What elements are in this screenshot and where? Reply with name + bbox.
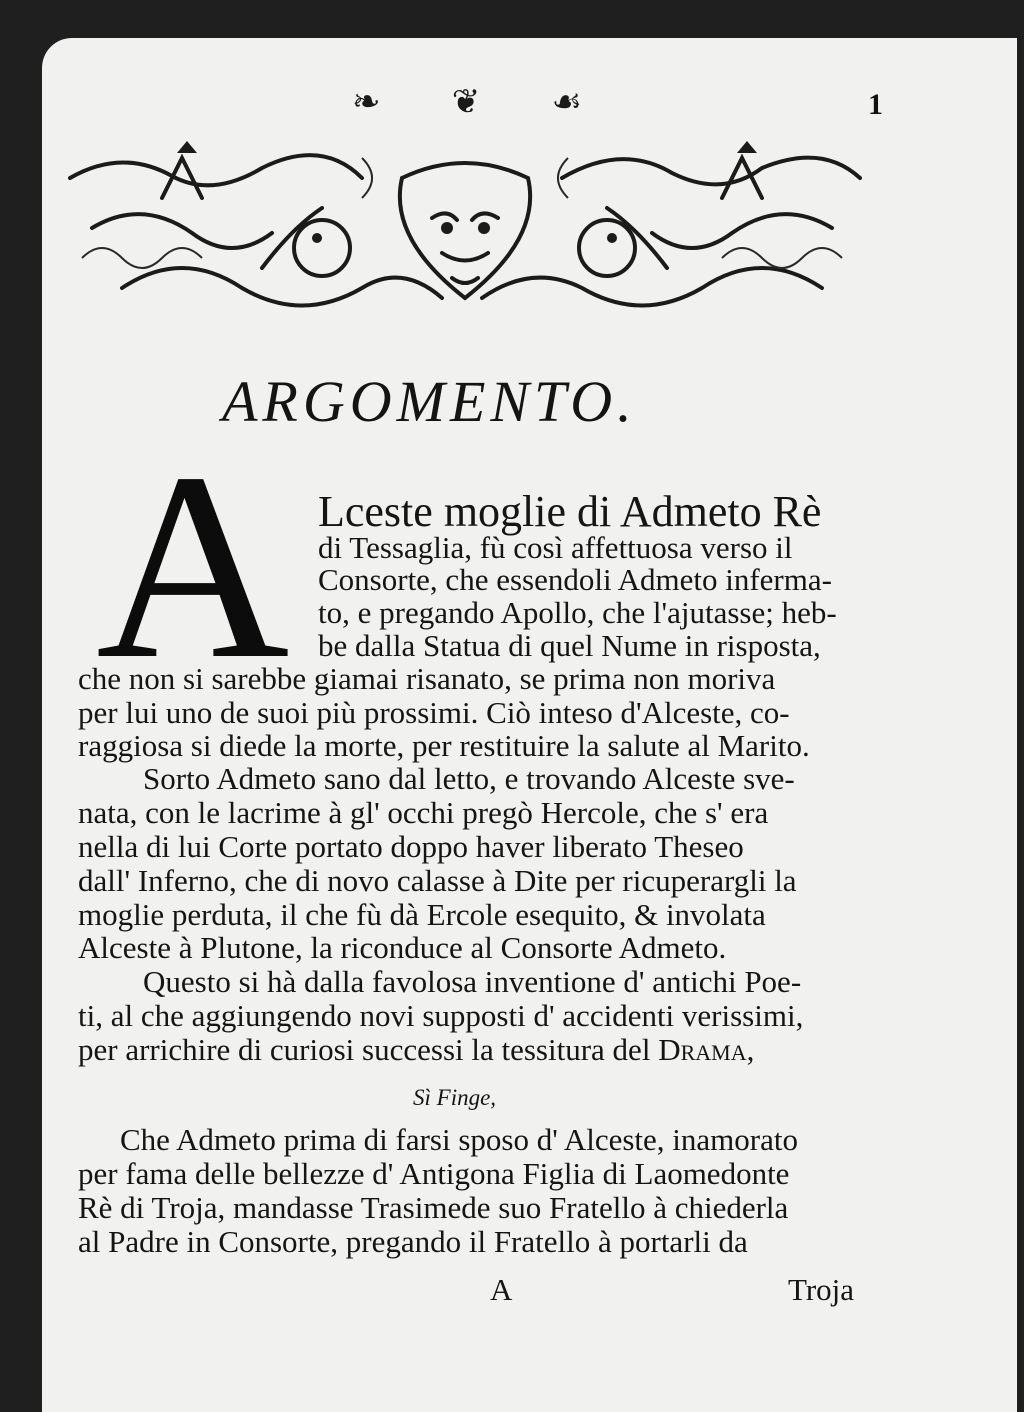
signature-mark: A [490, 1272, 513, 1307]
text-line: per fama delle bellezze d' Antigona Figlia di Laomedonte [78, 1156, 790, 1191]
subheading-si-finge: Sì Finge, [413, 1085, 497, 1110]
text-line: nella di lui Corte portato doppo haver liberato Theseo [78, 829, 744, 864]
text-line: Rè di Troja, mandasse Trasimede suo Fratello à chiederla [78, 1190, 789, 1225]
text-line: Lceste moglie di Admeto Rè [318, 487, 822, 536]
text-line: Sorto Admeto sano dal letto, e trovando Alceste sve- [143, 761, 795, 796]
section-title: ARGOMENTO. [222, 369, 637, 434]
text-line: ti, al che aggiungendo novi supposti d' accidenti verissimi, [78, 998, 804, 1033]
text-line: al Padre in Consorte, pregando il Fratello à portarli da [78, 1224, 748, 1259]
text-line: be dalla Statua di quel Nume in risposta, [318, 628, 821, 663]
text-line: nata, con le lacrime à gl' occhi pregò Hercole, che s' era [78, 795, 769, 830]
floral-ornament-icon: ❧ [352, 82, 381, 122]
text-line [78, 1034, 754, 1065]
catchword: Troja [788, 1272, 855, 1307]
page-number: 1 [868, 88, 883, 121]
text-line: raggiosa si diede la morte, per restituire la salute al Marito. [78, 728, 810, 763]
text-line: di Tessaglia, fù così affettuosa verso il [318, 530, 793, 565]
text-line: Che Admeto prima di farsi sposo d' Alceste, inamorato [120, 1122, 798, 1157]
woodcut-headpiece-icon [62, 138, 868, 324]
text-line: to, e pregando Apollo, che l'ajutasse; heb- [318, 595, 837, 630]
drama-word: Drama, [658, 1032, 755, 1067]
text-line: Questo si hà dalla favolosa inventione d' antichi Poe- [143, 964, 802, 999]
text-line: che non si sarebbe giamai risanato, se prima non moriva [78, 661, 776, 696]
floral-ornament-icon: ☙ [551, 82, 582, 122]
text-line: per lui uno de suoi più prossimi. Ciò inteso d'Alceste, co- [78, 695, 790, 730]
floral-ornament-icon: ❦ [451, 82, 481, 122]
text-line: Consorte, che essendoli Admeto inferma- [318, 562, 832, 597]
header-ornaments [352, 82, 582, 122]
text-line: moglie perduta, il che fù dà Ercole esequito, & involata [78, 897, 766, 932]
text-line: Alceste à Plutone, la riconduce al Consorte Admeto. [78, 930, 727, 965]
text-line-content: per arrichire di curiosi successi la tessitura del [78, 1032, 651, 1067]
drop-capital: A [96, 417, 290, 714]
text-line: dall' Inferno, che di novo calasse à Dite per ricuperargli la [78, 863, 797, 898]
